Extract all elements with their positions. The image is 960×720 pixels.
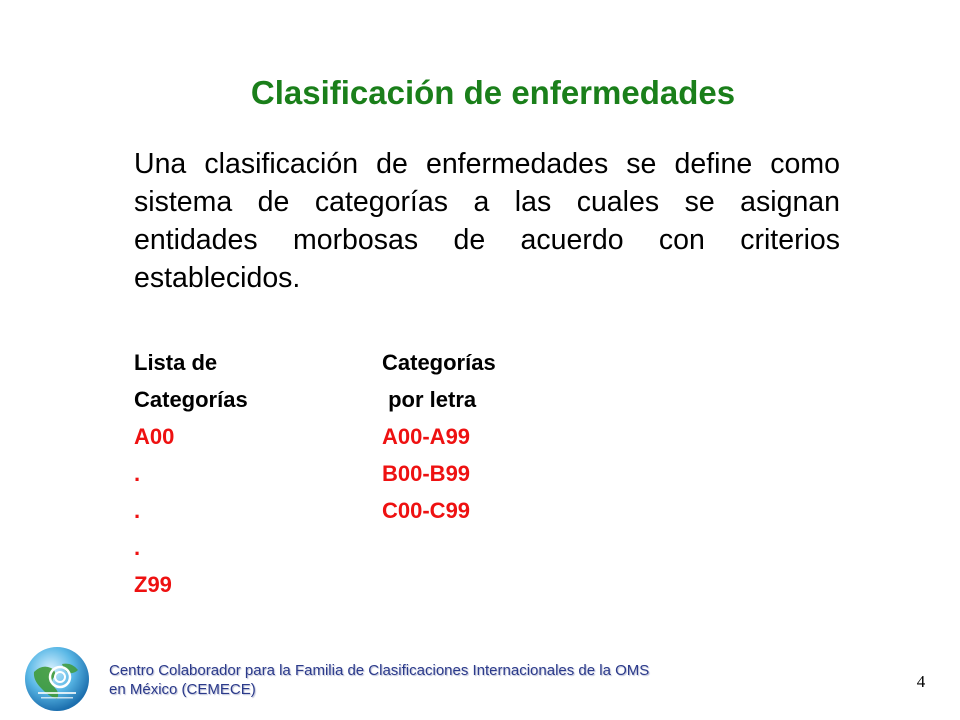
list-item: . — [134, 535, 141, 560]
list-categories-column — [134, 344, 248, 603]
letter-range-item: B00-B99 — [382, 461, 471, 486]
letter-range-item: A00-A99 — [382, 424, 471, 449]
slide-title: Clasificación de enfermedades — [250, 74, 736, 111]
list-item: . — [134, 498, 141, 523]
definition-paragraph: Una clasificación de enfermedades se define como sistema de categorías a las cuales se asignan entidades morbosas de acuerdo con criterios establecidos. — [134, 148, 840, 294]
letter-range-item: C00-C99 — [382, 498, 471, 523]
list-item: . — [134, 461, 141, 486]
list-header-line2: Categorías — [134, 387, 248, 412]
letter-categories-column — [382, 344, 496, 529]
footer-organization-text: Centro Colaborador para la Familia de Clasificaciones Internacionales de la OMS en México (CEMECE) — [109, 662, 650, 698]
cemece-globe-logo-icon — [24, 646, 90, 712]
letter-header-line2: por letra — [382, 387, 477, 412]
page-number: 4 — [916, 672, 926, 691]
list-item: A00 — [134, 424, 175, 449]
list-header-line1: Lista de — [134, 350, 218, 375]
letter-header-line1: Categorías — [382, 350, 496, 375]
list-item: Z99 — [134, 572, 172, 597]
